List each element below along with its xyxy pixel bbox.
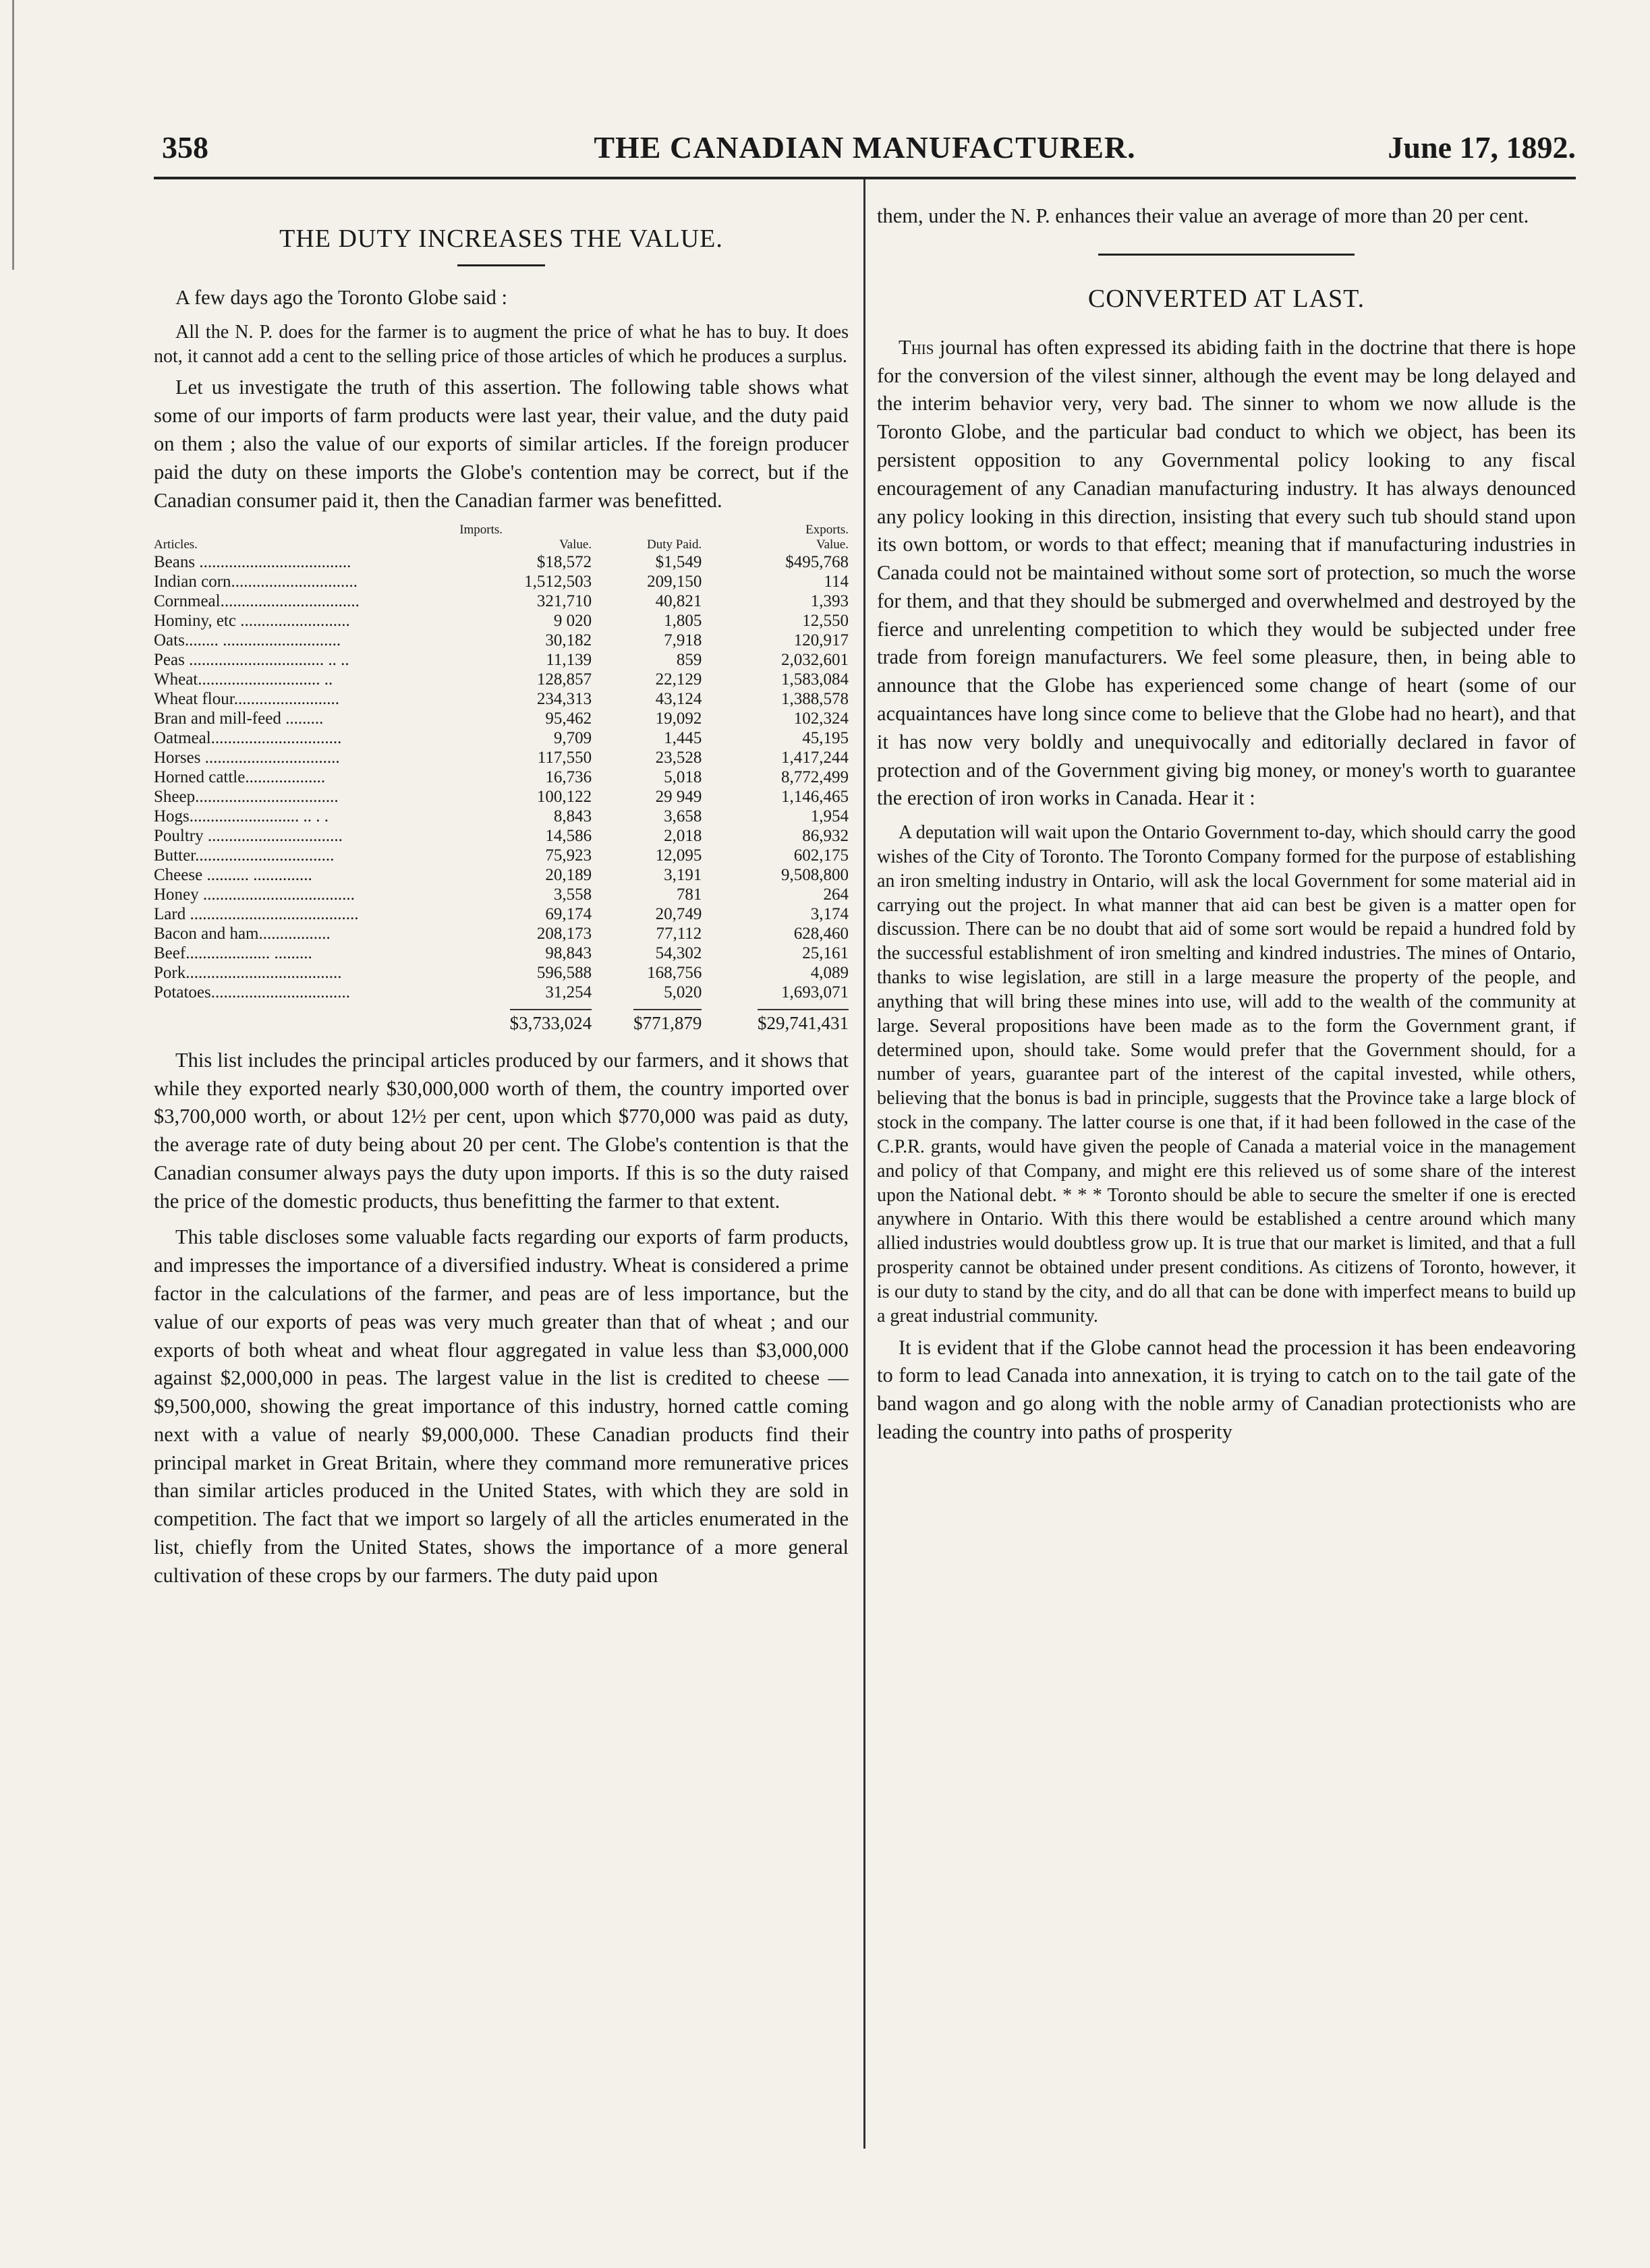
export-value-cell: 628,460 <box>793 925 849 943</box>
import-value-cell: 30,182 <box>545 631 592 650</box>
export-value-cell: 9,508,800 <box>781 866 849 885</box>
article-cell: Oats........ ............................ <box>154 631 341 650</box>
duty-paid-cell: 77,112 <box>656 925 702 943</box>
import-value-cell: 9,709 <box>553 729 592 748</box>
article-cell: Lard ........................................ <box>154 905 359 924</box>
duty-paid-cell: 29 949 <box>655 788 702 807</box>
duty-paid-cell: $1,549 <box>655 553 702 572</box>
paragraph-text: journal has often expressed its abiding faith in the doctrine that there is hope for the conversion of the vilest sinner, although the event may be long delayed and the interim behavior very, very bad. The sinner to whom we now allude is the Toronto Globe, and the particular bad conduct to which we object, has been its persistent opposition to any Governmental policy looking to any fiscal encouragement of any Canadian manufacturing industry. It has always denounced any policy looking in this direction, insisting that every such tub should stand upon its own bottom, or words to that effect; meaning that if manufacturing industries in Canada could not be maintained without some sort of protection, so much the worse for them, and that they should be submerged and overwhelmed and destroyed by the fierce and unrelenting competition to which they would be subjected under free trade from foreign manufacturers. We feel some pleasure, then, in being able to announce that the Globe has experienced some change of heart (some of our acquaintances have long since come to believe that the Globe had no heart), and that it has now very boldly and unequivocally and editorially declared in favor of protection and of the Government giving big money, or money's worth to guarantee the erection of iron works in Canada. Hear it : <box>877 335 1576 810</box>
import-value-cell: 11,139 <box>546 651 592 670</box>
section-rule <box>1098 254 1355 256</box>
duty-paid-cell: 7,918 <box>664 631 702 650</box>
article-cell: Butter................................. <box>154 846 335 865</box>
column-header-export-value: Value. <box>816 537 849 552</box>
import-value-cell: 100,122 <box>536 788 592 807</box>
import-value-cell: 75,923 <box>545 846 592 865</box>
table-row <box>154 826 849 846</box>
article-cell: Cheese .......... .............. <box>154 866 312 885</box>
article-cell: Indian corn.............................. <box>154 573 358 591</box>
import-value-cell: 31,254 <box>545 983 592 1002</box>
export-value-cell: 1,146,465 <box>781 788 849 807</box>
article-cell: Cornmeal................................. <box>154 592 360 611</box>
duty-paid-cell: 3,191 <box>664 866 702 885</box>
duty-paid-cell: 19,092 <box>655 709 702 728</box>
table-row <box>154 611 849 631</box>
export-value-cell: 12,550 <box>802 612 849 631</box>
article-cell: Beef.................... ......... <box>154 944 312 963</box>
import-value-cell: 3,558 <box>553 885 592 904</box>
duty-paid-cell: 1,445 <box>664 729 702 748</box>
table-row <box>154 943 849 963</box>
export-value-cell: $495,768 <box>785 553 849 572</box>
intro-paragraph: A few days ago the Toronto Globe said : <box>175 286 507 310</box>
duty-paid-cell: 859 <box>676 651 702 670</box>
import-value-cell: 234,313 <box>536 690 592 709</box>
export-value-cell: 114 <box>824 573 849 591</box>
paragraph: This list includes the principal articles produced by our farmers, and it shows that while they exported nearly $30,000,000 worth of them, the country imported over $3,700,000 worth, or about 12½ per cent, upon which $770,000 was paid as duty, the average rate of duty being about 20 per cent. The Globe's contention is that the Canadian consumer always pays the duty upon imports. If this is so the duty raised the price of the domestic products, thus benefitting the farmer to that extent. <box>154 1048 849 1213</box>
continued-paragraph: them, under the N. P. enhances their value an average of more than 20 per cent. <box>877 204 1529 227</box>
table-row <box>154 787 849 807</box>
import-value-cell: 8,843 <box>553 807 592 826</box>
paragraph: Let us investigate the truth of this assertion. The following table shows what some of our imports of farm products were last year, their value, and the duty paid on them ; also the value of our exports of similar articles. If the foreign producer paid the duty on these imports the Globe's contention may be correct, but if the Canadian consumer paid it, then the Canadian farmer was benefitted. <box>154 376 849 512</box>
table-row <box>154 963 849 983</box>
export-value-cell: 1,388,578 <box>781 690 849 709</box>
globe-quote: All the N. P. does for the farmer is to augment the price of what he has to buy. It does not, it cannot add a cent to the selling price of those articles of which he produces a surplus. <box>154 321 849 367</box>
duty-paid-cell: 12,095 <box>655 846 702 865</box>
lead-word: This <box>899 335 934 359</box>
table-row <box>154 748 849 767</box>
duty-paid-cell: 168,756 <box>647 964 702 983</box>
export-value-cell: 1,954 <box>810 807 849 826</box>
article-cell: Horses ................................ <box>154 749 340 767</box>
issue-date: June 17, 1892. <box>1388 130 1576 165</box>
duty-paid-cell: 23,528 <box>655 749 702 767</box>
table-row <box>154 846 849 865</box>
import-value-cell: 208,173 <box>536 925 592 943</box>
table-row <box>154 904 849 924</box>
article-heading-duty: THE DUTY INCREASES THE VALUE. <box>279 225 723 253</box>
left-column <box>154 209 849 1598</box>
duty-paid-cell: 209,150 <box>647 573 702 591</box>
import-value-cell: 117,550 <box>537 749 592 767</box>
table-row <box>154 807 849 826</box>
export-value-cell: 3,174 <box>810 905 849 924</box>
column-header-articles: Articles. <box>154 537 198 552</box>
article-cell: Wheat flour......................... <box>154 690 339 709</box>
article-cell: Oatmeal............................... <box>154 729 342 748</box>
article-cell: Horned cattle................... <box>154 768 326 787</box>
table-row <box>154 572 849 591</box>
export-value-cell: 86,932 <box>802 827 849 846</box>
exports-group-header: Exports. <box>805 523 849 537</box>
export-value-cell: 25,161 <box>802 944 849 963</box>
article-cell: Wheat............................. .. <box>154 670 333 689</box>
import-value-cell: 98,843 <box>545 944 592 963</box>
duty-paid-cell: 5,020 <box>664 983 702 1002</box>
export-value-cell: 4,089 <box>810 964 849 983</box>
export-value-cell: 1,693,071 <box>781 983 849 1002</box>
column-divider <box>863 179 865 2149</box>
paragraph: This table discloses some valuable facts regarding our exports of farm products, and impresses the importance of a diversified industry. Wheat is considered a prime factor in the calculations of the farmer, and peas are of less importance, but the value of our exports of peas was very much greater than that of wheat ; and our exports of both wheat and wheat flour aggregated in value less than $3,000,000 against $2,000,000 in peas. The largest value in the list is credited to cheese —$9,500,000, showing the great importance of this industry, horned cattle coming next with a value of nearly $9,000,000. These Canadian products find their principal market in Great Britain, where they command more remunerative prices than similar articles produced in the United States, with which they are sold in competition. The fact that we import so largely of all the articles enumerated in the list, chiefly from the United States, shows the importance of a more general cultivation of these crops by our farmers. The duty paid upon <box>154 1225 849 1587</box>
page-header <box>154 129 1576 170</box>
paragraph <box>877 334 1576 813</box>
column-header-duty: Duty Paid. <box>647 537 702 552</box>
table-row <box>154 767 849 787</box>
article-cell: Bacon and ham................. <box>154 925 331 943</box>
article-cell: Peas ................................ .. .. <box>154 651 349 670</box>
masthead-title: THE CANADIAN MANUFACTURER. <box>594 130 1136 165</box>
import-value-cell: 321,710 <box>536 592 592 611</box>
export-value-cell: 1,583,084 <box>781 670 849 689</box>
imports-group-header: Imports. <box>459 523 503 537</box>
column-header-value: Value. <box>559 537 592 552</box>
article-cell: Pork..................................... <box>154 964 342 983</box>
table-row <box>154 728 849 748</box>
import-value-cell: 20,189 <box>545 866 592 885</box>
export-value-cell: 1,393 <box>810 592 849 611</box>
table-row <box>154 591 849 611</box>
export-value-cell: 602,175 <box>793 846 849 865</box>
table-row <box>154 885 849 904</box>
import-value-cell: 95,462 <box>545 709 592 728</box>
total-import-value: $3,733,024 <box>510 1009 592 1034</box>
right-column <box>877 202 1576 1455</box>
import-value-cell: 596,588 <box>536 964 592 983</box>
export-value-cell: 45,195 <box>802 729 849 748</box>
article-cell: Sheep.................................. <box>154 788 339 807</box>
duty-paid-cell: 5,018 <box>664 768 702 787</box>
table-body <box>154 552 849 1002</box>
duty-paid-cell: 43,124 <box>655 690 702 709</box>
duty-paid-cell: 781 <box>676 885 702 904</box>
article-cell: Bran and mill-feed ......... <box>154 709 324 728</box>
imports-exports-table <box>154 523 849 1034</box>
article-heading-converted: CONVERTED AT LAST. <box>1087 284 1365 313</box>
article-cell: Hogs.......................... .. . . <box>154 807 329 826</box>
table-row <box>154 924 849 943</box>
table-row <box>154 865 849 885</box>
duty-paid-cell: 20,749 <box>655 905 702 924</box>
article-cell: Honey .................................... <box>154 885 355 904</box>
duty-paid-cell: 22,129 <box>655 670 702 689</box>
duty-paid-cell: 40,821 <box>655 592 702 611</box>
table-row <box>154 650 849 670</box>
paragraph: It is evident that if the Globe cannot head the procession it has been endeavoring to form to lead Canada into annexation, it is trying to catch on to the tail gate of the band wagon and go along with the noble army of Canadian protectionists who are leading the country into paths of prosperity <box>877 1335 1576 1443</box>
duty-paid-cell: 1,805 <box>664 612 702 631</box>
export-value-cell: 264 <box>823 885 849 904</box>
import-value-cell: 1,512,503 <box>524 573 592 591</box>
duty-paid-cell: 2,018 <box>664 827 702 846</box>
duty-paid-cell: 3,658 <box>664 807 702 826</box>
export-value-cell: 2,032,601 <box>781 651 849 670</box>
import-value-cell: 9 020 <box>553 612 592 631</box>
import-value-cell: 14,586 <box>545 827 592 846</box>
article-cell: Potatoes................................. <box>154 983 350 1002</box>
total-duty-paid: $771,879 <box>633 1009 702 1034</box>
import-value-cell: 128,857 <box>536 670 592 689</box>
table-total-row <box>154 1002 849 1034</box>
import-value-cell: 69,174 <box>545 905 592 924</box>
duty-paid-cell: 54,302 <box>655 944 702 963</box>
globe-quote: A deputation will wait upon the Ontario Government to-day, which should carry the good wishes of the City of Toronto. The Toronto Company formed for the purpose of establishing an iron smelting industry in Ontario, will ask the local Government for some material aid in carrying out the project. In what manner that aid can best be given is a matter open for discussion. There can be no doubt that aid of some sort would be repaid a hundred fold by the successful establishment of iron smelting and kindred industries. The mines of Ontario, thanks to wise legislation, are still in a large measure the property of the people, and anything that will bring these mines into use, will add to the wealth of the community at large. Several propositions have been made as to the form the Government grant, if determined upon, should take. Some would prefer that the Government should, for a number of years, guarantee part of the interest of the capital invested, while others, believing that the bonus is bad in principle, suggests that the Province take a large block of stock in the company. The latter course is one that, if it had been followed in the case of the C.P.R. grants, would have given the people of Canada a material voice in the management and policy of that Company, and might ere this relieved us of some share of the interest upon the National debt. * * * Toronto should be able to secure the smelter if one is erected anywhere in Ontario. With this there would be established a centre around which many allied industries would doubtless grow up. It is true that our market is limited, and that a full prosperity cannot be obtained under present conditions. As citizens of Toronto, however, it is our duty to stand by the city, and do all that can be done with imperfect means to build up a great industrial community. <box>877 822 1576 1327</box>
article-cell: Hominy, etc .......................... <box>154 612 350 631</box>
import-value-cell: $18,572 <box>536 553 592 572</box>
table-row <box>154 552 849 572</box>
page-number: 358 <box>162 130 208 165</box>
article-cell: Poultry ................................ <box>154 827 343 846</box>
binding-mark <box>12 0 18 270</box>
export-value-cell: 120,917 <box>793 631 849 650</box>
article-cell: Beans .................................... <box>154 553 351 572</box>
table-row <box>154 983 849 1002</box>
heading-rule <box>457 264 545 266</box>
table-row <box>154 631 849 650</box>
import-value-cell: 16,736 <box>545 768 592 787</box>
export-value-cell: 8,772,499 <box>781 768 849 787</box>
table-row <box>154 689 849 709</box>
table-row <box>154 670 849 689</box>
table-row <box>154 709 849 728</box>
export-value-cell: 102,324 <box>793 709 849 728</box>
total-export-value: $29,741,431 <box>758 1009 849 1034</box>
export-value-cell: 1,417,244 <box>781 749 849 767</box>
